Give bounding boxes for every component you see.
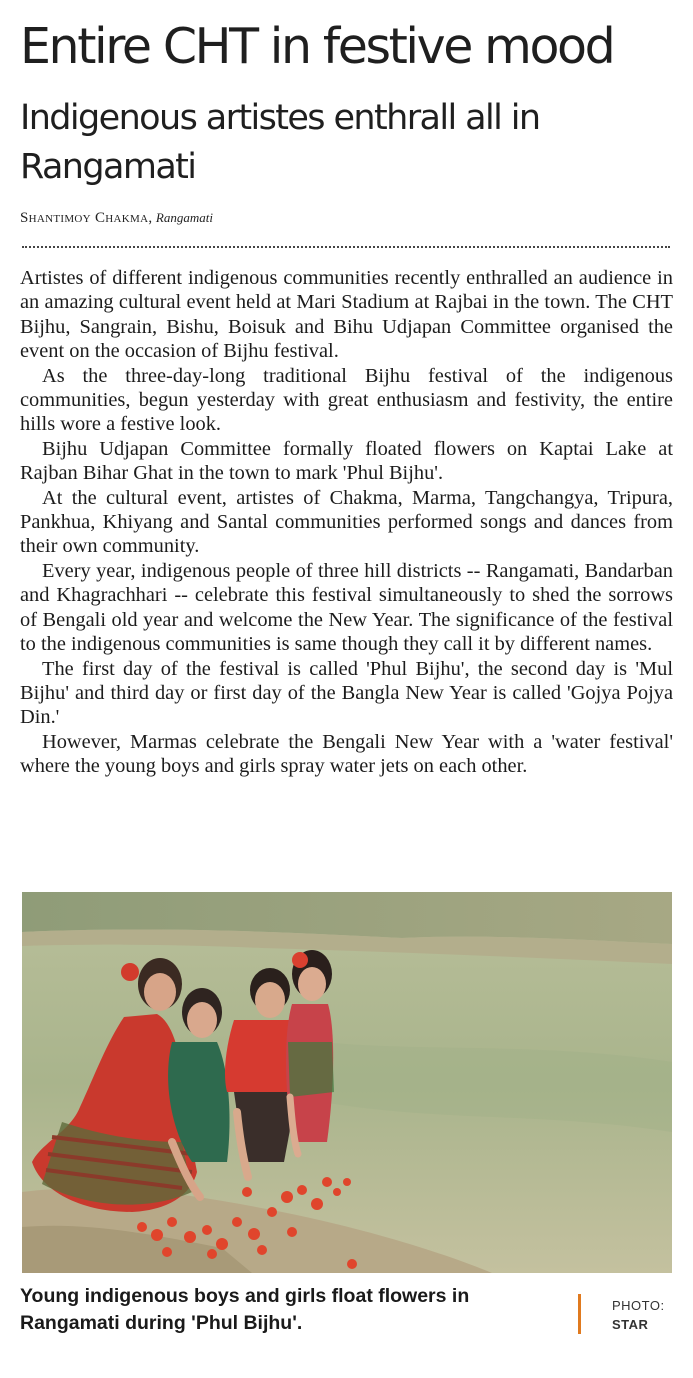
byline [20, 210, 213, 227]
paragraph: Artistes of different indigenous communities recently enthralled an audience in an amazing cultural event held at Mari Stadium at Rajbai in the town. The CHT Bijhu, Sangrain, Bishu, Boisuk and Bihu Udjapan Committee organised the event on the occasion of Bijhu festival. [20, 267, 673, 363]
article-body [20, 266, 673, 779]
dotted-divider [22, 246, 670, 248]
paragraph: Bijhu Udjapan Committee formally floated flowers on Kaptai Lake at Rajban Bihar Ghat in the town to mark 'Phul Bijhu'. [20, 437, 673, 485]
photo-illustration [22, 892, 672, 1273]
photo-caption: Young indigenous boys and girls float flowers in Rangamati during 'Phul Bijhu'. [20, 1285, 470, 1334]
paragraph: As the three-day-long traditional Bijhu festival of the indigenous communities, begun yesterday with great enthusiasm and festivity, the entire hills wore a festive look. [20, 364, 673, 436]
paragraph: Every year, indigenous people of three hill districts -- Rangamati, Bandarban and Khagrachhari -- celebrate this festival simultaneously to shed the sorrows of Bengali old year and welcome the New Year. The significance of the festival to the indigenous communities is same though they call it by different names. [20, 559, 673, 656]
news-photo [22, 892, 672, 1273]
paragraph: At the cultural event, artistes of Chakma, Marma, Tangchangya, Tripura, Pankhua, Khiyang and Santal communities performed songs and dances from their own community. [20, 486, 673, 558]
byline-location: Rangamati [155, 210, 213, 225]
headline: Entire CHT in festive mood [20, 18, 614, 75]
photo-credit-label: PHOTO: [612, 1298, 665, 1313]
photo-credit-source: STAR [612, 1317, 649, 1332]
paragraph: However, Marmas celebrate the Bengali New Year with a 'water festival' where the young boys and girls spray water jets on each other. [20, 730, 673, 778]
subheadline: Indigenous artistes enthrall all in Rangamati [20, 98, 540, 187]
credit-divider [578, 1294, 581, 1334]
byline-author: Shantimoy Chakma, [20, 210, 153, 226]
paragraph: The first day of the festival is called 'Phul Bijhu', the second day is 'Mul Bijhu' and third day or first day of the Bangla New Year is called 'Gojya Pojya Din.' [20, 657, 673, 729]
photo-credit [612, 1296, 665, 1334]
